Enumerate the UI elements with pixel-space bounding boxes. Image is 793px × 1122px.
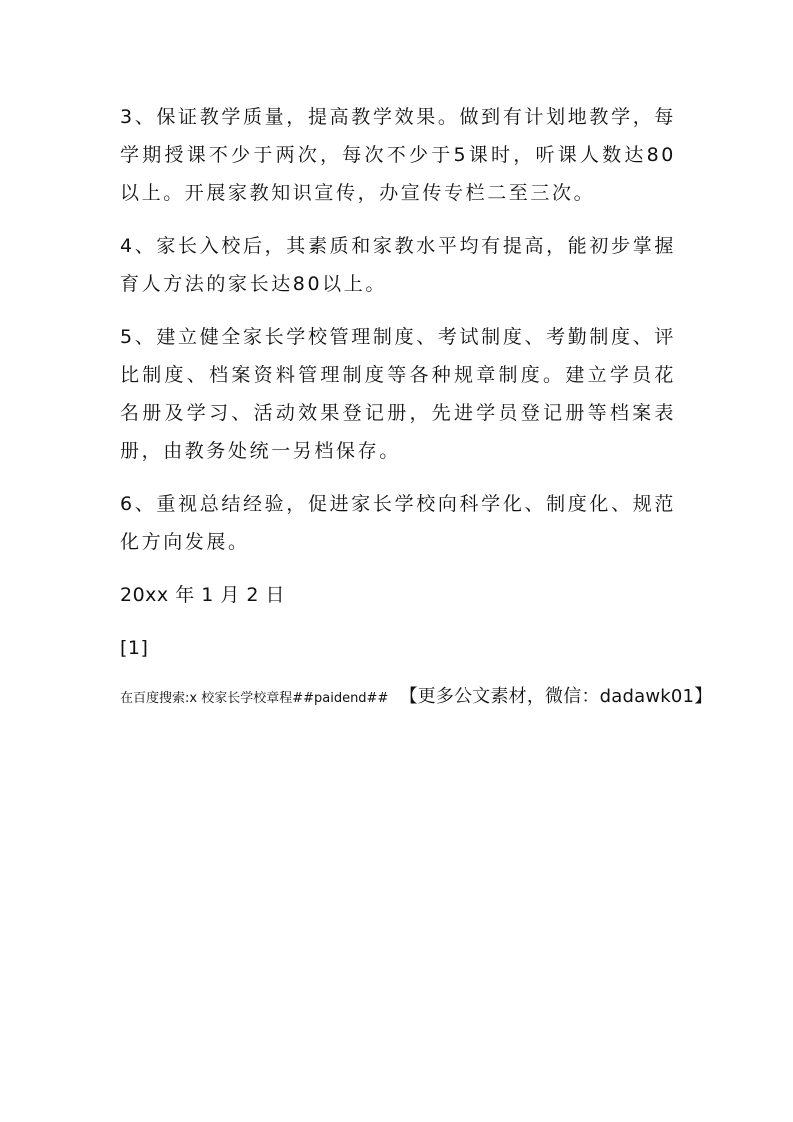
paragraph-5: 5、建立健全家长学校管理制度、考试制度、考勤制度、评比制度、档案资料管理制度等各种规章制度。建立学员花名册及学习、活动效果登记册，先进学员登记册等档案表册，由教务处统一另档保存。: [120, 326, 676, 462]
footer-line: [120, 682, 713, 714]
paragraph-6: 6、重视总结经验，促进家长学校向科学化、制度化、规范化方向发展。: [120, 493, 676, 553]
search-note: 在百度搜索:x 校家长学校章程##paidend##: [120, 691, 389, 706]
document-date: 20xx 年 1 月 2 日: [120, 584, 286, 606]
paragraph-3: 3、保证教学质量，提高教学效果。做到有计划地教学，每学期授课不少于两次，每次不少于5课时，听课人数达80以上。开展家教知识宣传，办宣传专栏二至三次。: [120, 106, 676, 204]
paragraph-4: 4、家长入校后，其素质和家教水平均有提高，能初步掌握育人方法的家长达80以上。: [120, 235, 676, 295]
document-body: [120, 98, 713, 714]
promo-text: 【更多公文素材，微信：dadawk01】: [399, 686, 713, 707]
reference-marker: [1]: [120, 637, 149, 659]
